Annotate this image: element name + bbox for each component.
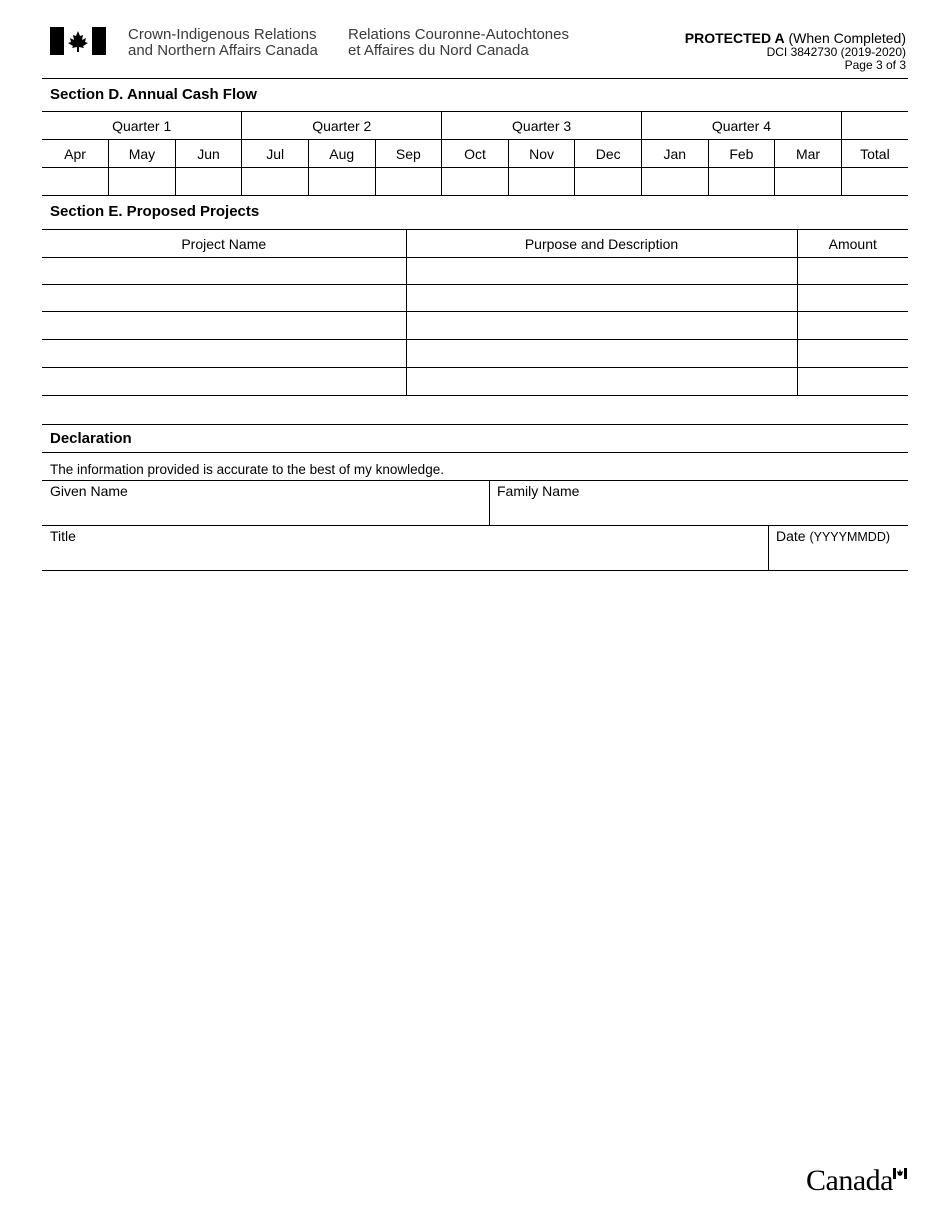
dept-fr-line2: et Affaires du Nord Canada [348,42,529,59]
month-aug: Aug [308,140,375,168]
date-label [776,528,890,544]
amount-field[interactable] [797,285,908,312]
title-label: Title [50,528,76,544]
quarter-4-header: Quarter 4 [642,112,842,140]
projects-table [42,229,908,396]
month-oct: Oct [442,140,509,168]
purpose-field[interactable] [406,312,797,340]
cash-flow-input-row [42,168,908,196]
dept-fr-line1: Relations Couronne-Autochtones [348,26,569,43]
page-number: Page 3 of 3 [844,58,906,72]
given-name-field[interactable] [42,481,489,525]
dec-amount-field[interactable] [575,168,642,196]
purpose-header: Purpose and Description [406,230,797,258]
given-name-label: Given Name [50,483,128,499]
canada-flag-icon [50,27,106,55]
month-sep: Sep [375,140,442,168]
apr-amount-field[interactable] [42,168,109,196]
month-jul: Jul [242,140,309,168]
amount-field[interactable] [797,312,908,340]
form-number: DCI 3842730 (2019-2020) [766,45,906,59]
cash-flow-table [42,111,908,196]
may-amount-field[interactable] [109,168,176,196]
table-row [42,340,908,368]
total-amount-field[interactable] [841,168,908,196]
table-row [42,258,908,285]
family-name-label: Family Name [497,483,580,499]
purpose-field[interactable] [406,285,797,312]
table-row [42,285,908,312]
declaration-bottom-rule [42,570,908,571]
month-may: May [109,140,176,168]
family-name-field[interactable] [490,481,908,525]
jan-amount-field[interactable] [642,168,709,196]
quarter-1-header: Quarter 1 [42,112,242,140]
quarter-header-row [42,112,908,140]
project-name-field[interactable] [42,340,406,368]
oct-amount-field[interactable] [442,168,509,196]
section-e-title: Section E. Proposed Projects [50,203,260,220]
project-name-header: Project Name [42,230,406,258]
total-header-blank [841,112,908,140]
project-name-field[interactable] [42,368,406,396]
quarter-3-header: Quarter 3 [442,112,642,140]
month-apr: Apr [42,140,109,168]
amount-field[interactable] [797,258,908,285]
declaration-title-rule [42,452,908,453]
jun-amount-field[interactable] [175,168,242,196]
protected-note: (When Completed) [788,30,906,46]
title-field[interactable] [42,526,768,570]
purpose-field[interactable] [406,258,797,285]
month-jun: Jun [175,140,242,168]
protected-label: PROTECTED A [684,30,785,46]
month-mar: Mar [775,140,842,168]
date-format-hint: (YYYYMMDD) [809,530,891,544]
header-rule [42,78,908,79]
declaration-title: Declaration [50,430,132,447]
date-field[interactable] [769,526,908,570]
canada-wordmark [806,1164,893,1198]
mar-amount-field[interactable] [775,168,842,196]
project-name-field[interactable] [42,258,406,285]
total-header: Total [841,140,908,168]
purpose-field[interactable] [406,368,797,396]
declaration-statement: The information provided is accurate to the best of my knowledge. [50,462,444,477]
date-label-text: Date [776,528,806,544]
wordmark-flag-icon [893,1168,907,1179]
feb-amount-field[interactable] [708,168,775,196]
department-name-en [128,27,318,59]
department-name-fr [348,27,569,59]
table-row [42,368,908,396]
purpose-field[interactable] [406,340,797,368]
sep-amount-field[interactable] [375,168,442,196]
protected-block [685,30,906,72]
table-row [42,312,908,340]
nov-amount-field[interactable] [508,168,575,196]
canada-wordmark-text: Canada [806,1164,893,1197]
aug-amount-field[interactable] [308,168,375,196]
project-name-field[interactable] [42,312,406,340]
month-nov: Nov [508,140,575,168]
declaration-top-rule [42,424,908,425]
quarter-2-header: Quarter 2 [242,112,442,140]
section-d-title: Section D. Annual Cash Flow [50,86,257,103]
amount-field[interactable] [797,368,908,396]
amount-header: Amount [797,230,908,258]
projects-header-row [42,230,908,258]
month-feb: Feb [708,140,775,168]
month-jan: Jan [642,140,709,168]
dept-en-line2: and Northern Affairs Canada [128,42,318,59]
project-name-field[interactable] [42,285,406,312]
month-dec: Dec [575,140,642,168]
amount-field[interactable] [797,340,908,368]
jul-amount-field[interactable] [242,168,309,196]
month-header-row [42,140,908,168]
dept-en-line1: Crown-Indigenous Relations [128,26,317,43]
